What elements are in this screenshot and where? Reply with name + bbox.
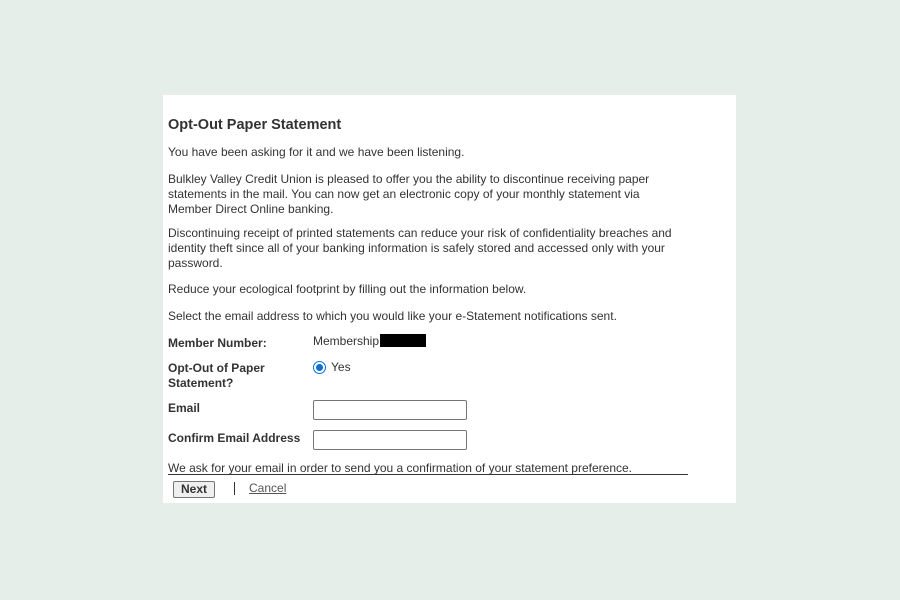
page-title: Opt-Out Paper Statement bbox=[168, 117, 342, 133]
security-paragraph: Discontinuing receipt of printed statements can reduce your risk of confidentiality breaches and identity theft since all of your banking information is safely stored and accessed only with your password. bbox=[168, 226, 672, 270]
button-separator bbox=[234, 482, 235, 495]
intro-text: You have been asking for it and we have been listening. bbox=[168, 145, 465, 159]
eco-paragraph: Reduce your ecological footprint by filling out the information below. bbox=[168, 282, 527, 296]
member-number-text: Membership bbox=[313, 334, 380, 348]
confirm-email-input[interactable] bbox=[313, 430, 467, 450]
select-email-paragraph: Select the email address to which you would like your e-Statement notifications sent. bbox=[168, 309, 617, 323]
email-label: Email bbox=[168, 401, 201, 415]
redacted-block bbox=[380, 334, 426, 347]
cancel-link[interactable]: Cancel bbox=[249, 481, 287, 495]
opt-out-label: Opt-Out of Paper Statement? bbox=[168, 361, 265, 390]
member-number-value bbox=[313, 334, 426, 349]
email-input[interactable] bbox=[313, 400, 467, 420]
offer-paragraph: Bulkley Valley Credit Union is pleased to offer you the ability to discontinue receiving paper statements in the mail. You can now get an electronic copy of your monthly statement via Member Direct Online banking. bbox=[168, 172, 650, 216]
opt-out-yes-radio[interactable] bbox=[313, 361, 326, 374]
next-button[interactable]: Next bbox=[173, 481, 215, 498]
opt-out-yes-label[interactable]: Yes bbox=[331, 360, 351, 374]
divider bbox=[168, 474, 688, 475]
opt-out-form-panel bbox=[163, 95, 736, 503]
member-number-label: Member Number: bbox=[168, 336, 267, 350]
confirmation-note: We ask for your email in order to send you a confirmation of your statement preference. bbox=[168, 461, 633, 475]
confirm-email-label: Confirm Email Address bbox=[168, 431, 301, 445]
